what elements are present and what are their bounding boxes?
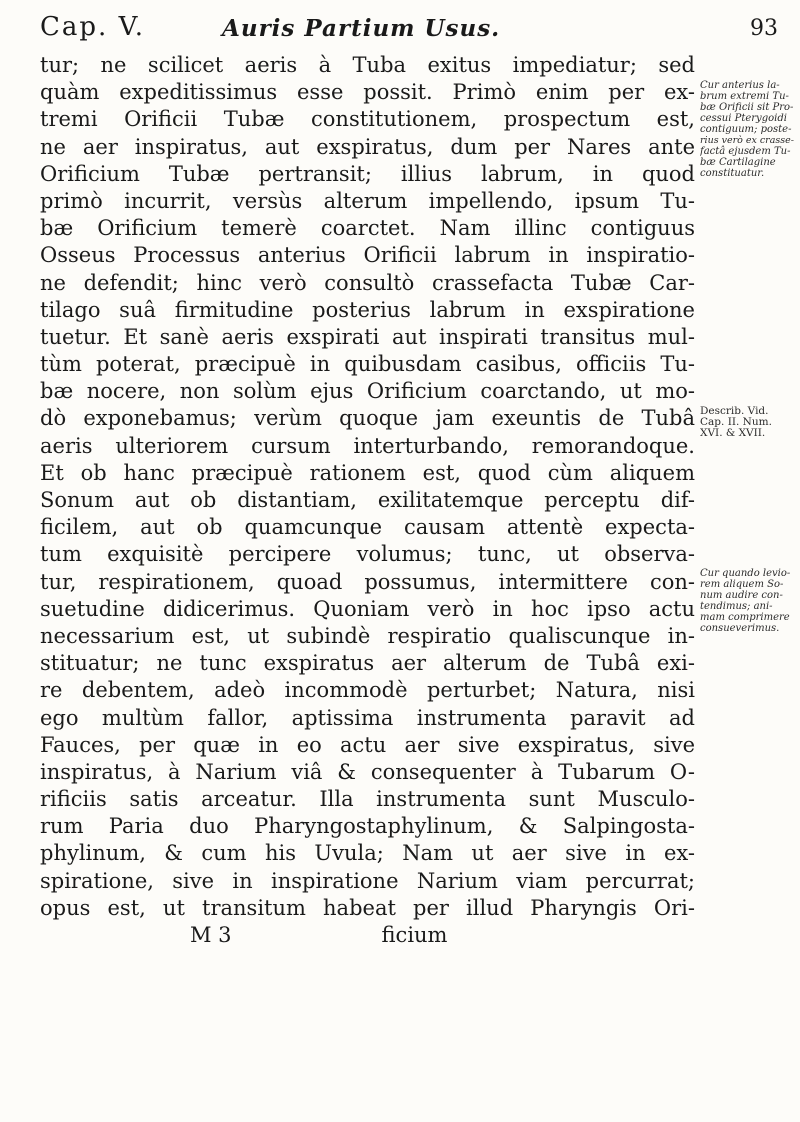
text-line: bæ nocere, non solùm ejus Orificium coarctando, ut mo- — [40, 379, 695, 404]
margin-note — [700, 80, 798, 179]
text-line: tremi Orificii Tubæ constitutionem, prospectum est, — [40, 107, 695, 132]
text-line: Osseus Processus anterius Orificii labrum in inspiratio- — [40, 243, 695, 268]
text-line: ficilem, aut ob quamcunque causam attentè expecta- — [40, 515, 695, 540]
margin-note-line: brum extremi Tu- — [700, 91, 789, 102]
running-header — [40, 12, 778, 56]
text-line: bæ Orificium temerè coarctet. Nam illinc contiguus — [40, 216, 695, 241]
margin-note-line: consueverimus. — [700, 623, 780, 634]
text-line: rum Paria duo Pharyngostaphylinum, & Salpingosta- — [40, 814, 695, 839]
text-line: suetudine didicerimus. Quoniam verò in hoc ipso actu — [40, 596, 695, 621]
margin-note-line: factâ ejusdem Tu- — [700, 146, 791, 157]
text-line: Fauces, per quæ in eo actu aer sive exspiratus, sive — [40, 732, 695, 757]
margin-note-line: bæ Cartilagine — [700, 157, 776, 168]
text-line: tuetur. Et sanè aeris exspirati aut inspirati transitus mul- — [40, 324, 695, 349]
margin-note-line: bæ Orificii sit Pro- — [700, 102, 794, 113]
margin-note-line: Cur quando levio- — [700, 568, 791, 579]
text-line: dò exponebamus; verùm quoque jam exeuntis de Tubâ — [40, 406, 695, 431]
running-title: Auris Partium Usus. — [222, 15, 501, 42]
margin-note-line: num audire con- — [700, 590, 783, 601]
text-line: quàm expeditissimus esse possit. Primò enim per ex- — [40, 80, 695, 105]
text-line: re debentem, adeò incommodè perturbet; Natura, nisi — [40, 678, 695, 703]
text-line: primò incurrit, versùs alterum impellendo, ipsum Tu- — [40, 188, 695, 213]
margin-note-line: Cap. II. Num. — [700, 416, 772, 428]
text-line: tur; ne scilicet aeris à Tuba exitus impediatur; sed — [40, 53, 695, 77]
text-line: aeris ulteriorem cursum interturbando, remorandoque. — [40, 433, 695, 458]
margin-note-line: rius verò ex crasse- — [700, 135, 794, 146]
text-line: Orificium Tubæ pertransit; illius labrum, in quod — [40, 161, 695, 186]
margin-note — [700, 406, 798, 439]
text-line: ego multùm fallor, aptissima instrumenta paravit ad — [40, 705, 695, 730]
text-line: stituatur; ne tunc exspiratus aer alterum de Tubâ exi- — [40, 651, 695, 676]
margin-note-line: rem aliquem So- — [700, 579, 784, 590]
text-line: ne aer inspiratus, aut exspiratus, dum per Nares ante — [40, 134, 695, 159]
text-line: tum exquisitè percipere volumus; tunc, ut observa- — [40, 542, 695, 567]
signature-mark: M 3 — [190, 923, 232, 947]
text-line: spiratione, sive in inspiratione Narium viam percurrat; — [40, 868, 695, 893]
margin-note-line: Describ. Vid. — [700, 406, 769, 417]
text-line: tilago suâ firmitudine posterius labrum in exspiratione — [40, 297, 695, 322]
margin-note-line: contiguum; poste- — [700, 124, 792, 135]
text-line: tùm poterat, præcipuè in quibusdam casibus, officiis Tu- — [40, 352, 695, 377]
margin-note-line: Cur anterius la- — [700, 80, 780, 91]
margin-note-line: mam comprimere — [700, 612, 790, 623]
catchword: ficium — [381, 923, 448, 947]
margin-note-line: constituatur. — [700, 168, 765, 179]
main-text-block — [40, 52, 695, 949]
text-line: phylinum, & cum his Uvula; Nam ut aer sive in ex- — [40, 841, 695, 866]
text-line: opus est, ut transitum habeat per illud Pharyngis Ori- — [40, 895, 695, 920]
text-line: Sonum aut ob distantiam, exilitatemque perceptu dif- — [40, 488, 695, 512]
text-line: necessarium est, ut subindè respiratio qualiscunque in- — [40, 623, 695, 648]
text-line: Et ob hanc præcipuè rationem est, quod cùm aliquem — [40, 460, 695, 485]
margin-note-line: XVI. & XVII. — [700, 427, 766, 439]
margin-note-line: cessui Pterygoidi — [700, 113, 787, 124]
text-line: rificiis satis arceatur. Illa instrumenta sunt Musculo- — [40, 787, 695, 812]
margin-note — [700, 568, 798, 634]
text-line: ne defendit; hinc verò consultò crassefacta Tubæ Car- — [40, 270, 695, 295]
signature-line — [40, 922, 695, 949]
text-line: inspiratus, à Narium viâ & consequenter à Tubarum O- — [40, 759, 695, 784]
text-line: tur, respirationem, quoad possumus, intermittere con- — [40, 569, 695, 594]
page-number: 93 — [750, 16, 778, 41]
chapter-label: Cap. V. — [40, 12, 146, 42]
margin-note-line: tendimus; ani- — [700, 601, 773, 612]
